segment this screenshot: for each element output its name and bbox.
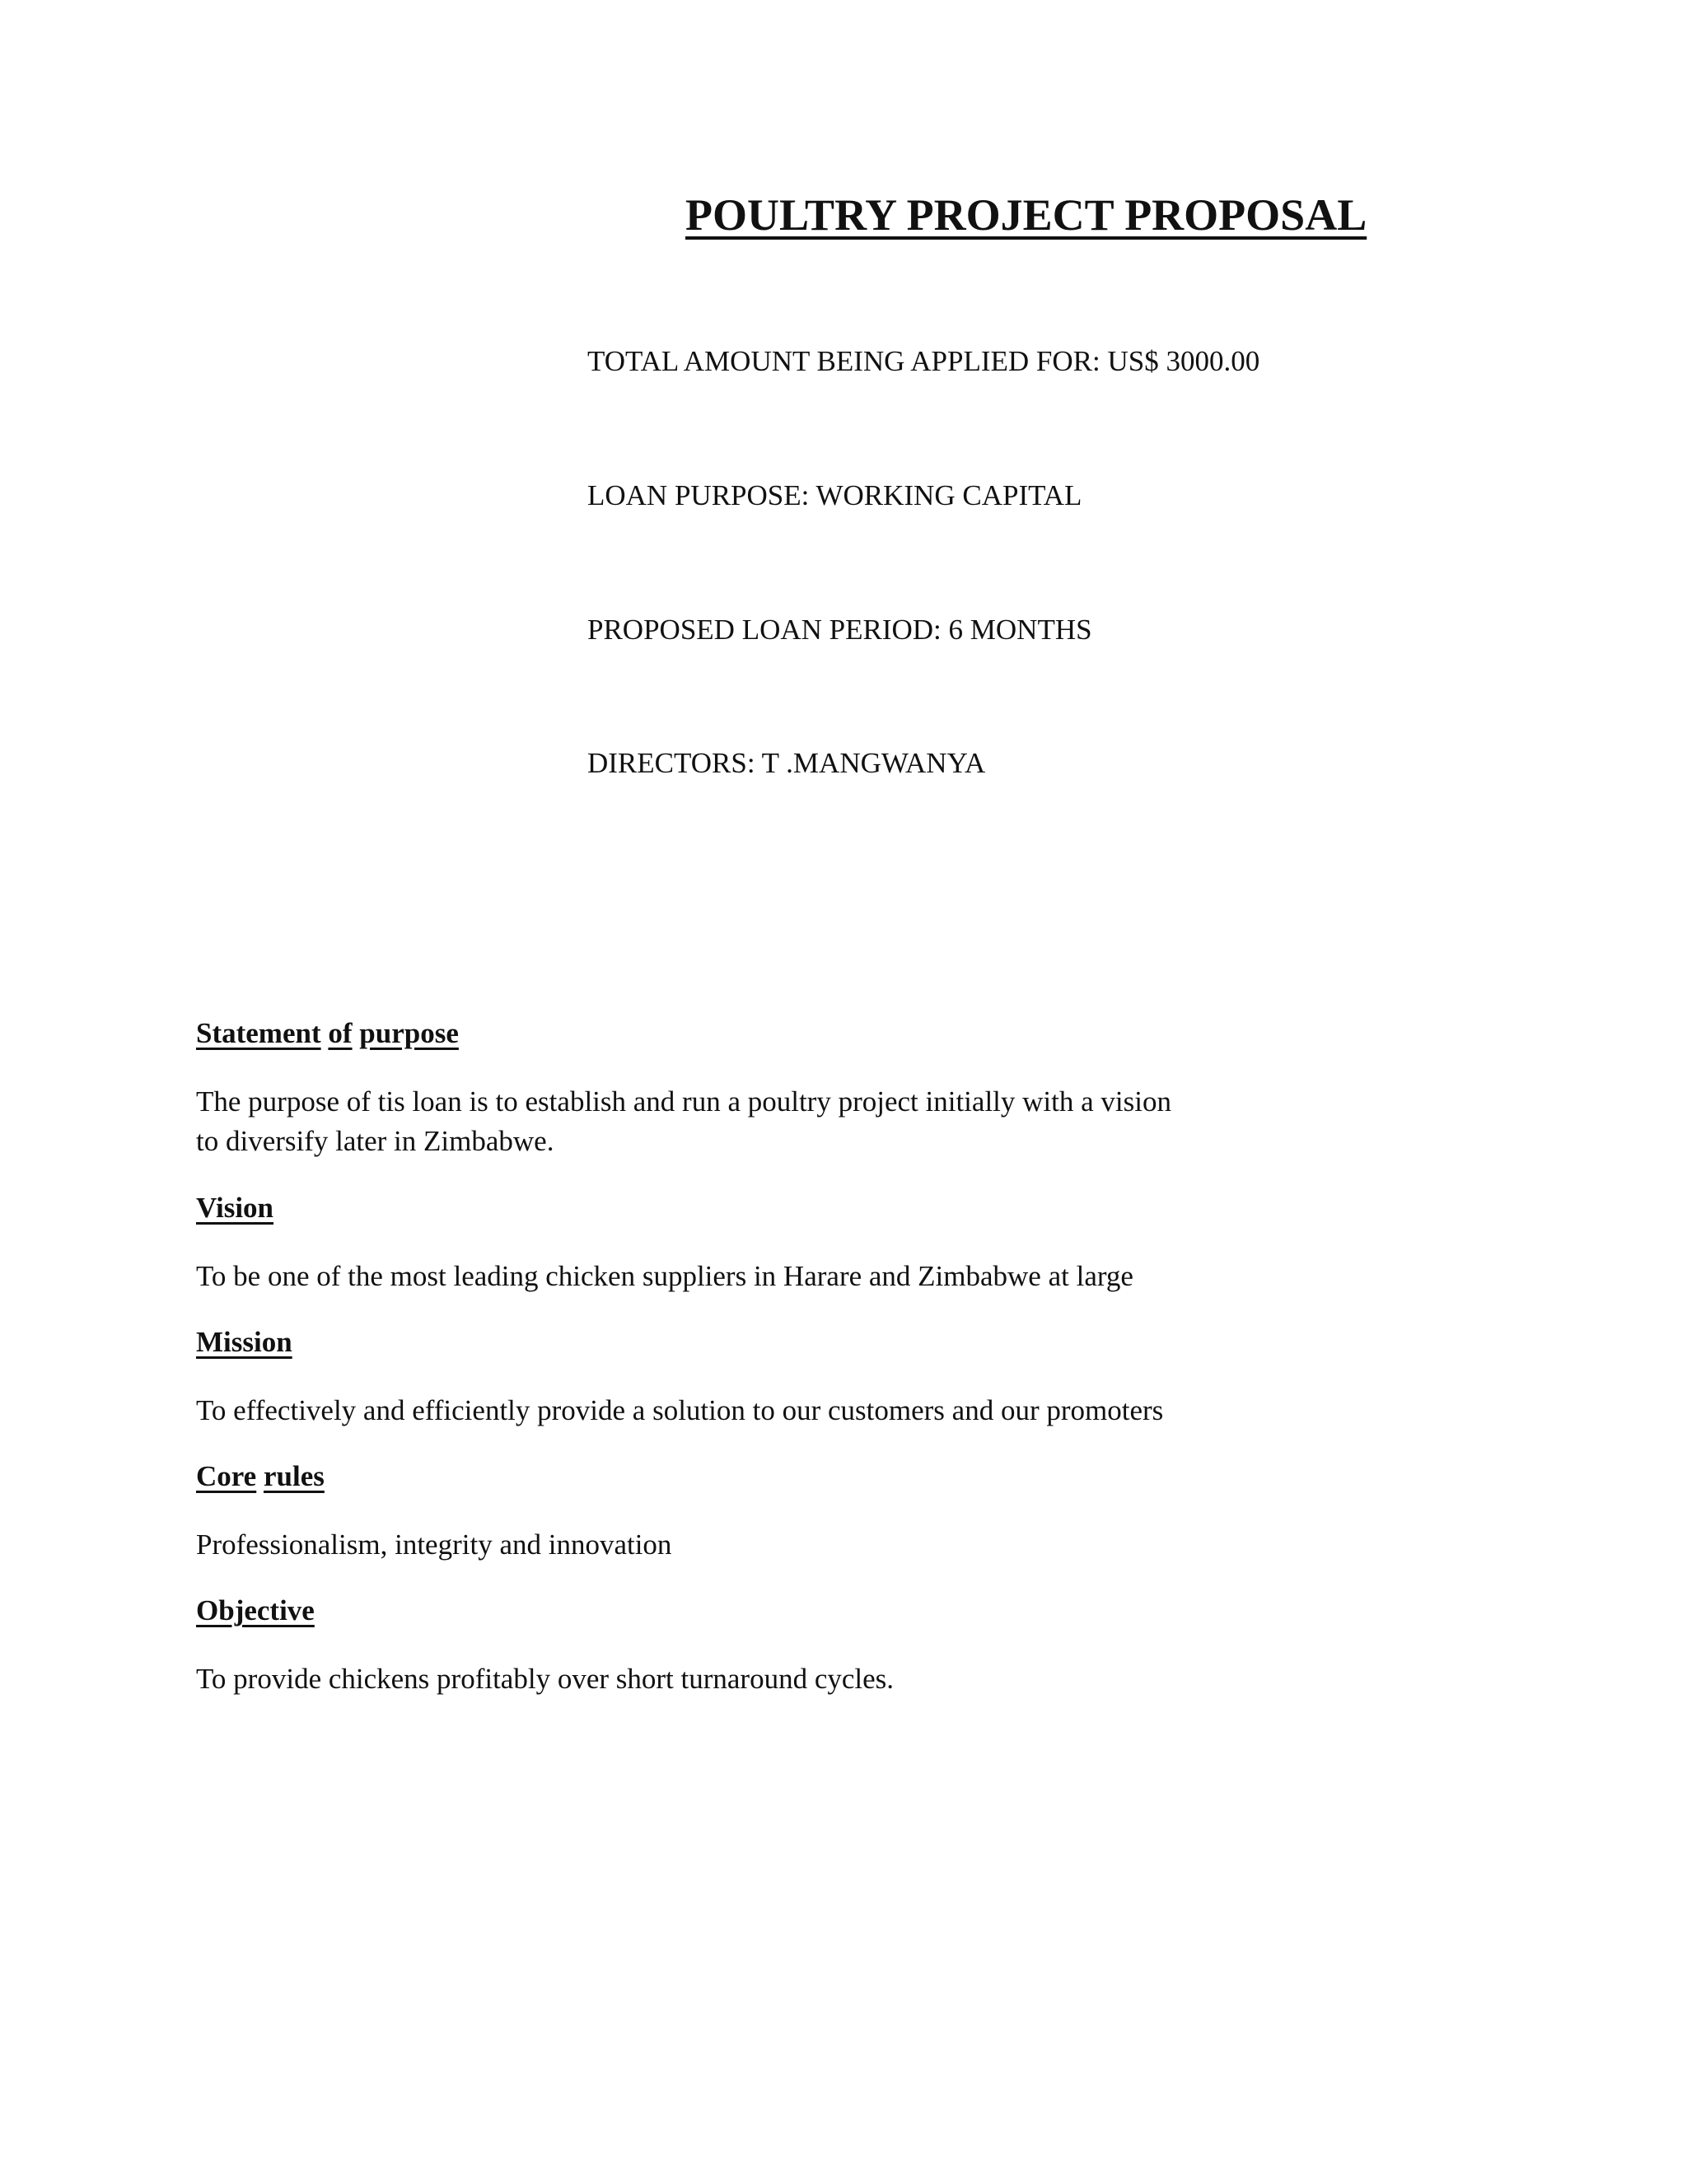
core-rules-heading	[196, 1459, 325, 1494]
loan-purpose-line: LOAN PURPOSE: WORKING CAPITAL	[587, 479, 1082, 511]
mission-text: To effectively and efficiently provide a solution to our customers and our promoters	[196, 1394, 1164, 1426]
vision-text: To be one of the most leading chicken suppliers in Harare and Zimbabwe at large	[196, 1260, 1133, 1292]
loan-period-line: PROPOSED LOAN PERIOD: 6 MONTHS	[587, 614, 1092, 646]
statement-of-purpose-heading	[196, 1016, 459, 1051]
statement-of-purpose-text	[196, 1082, 1267, 1161]
heading-word: of	[328, 1017, 353, 1049]
statement-line-2: to diversify later in Zimbabwe.	[196, 1125, 554, 1157]
objective-text: To provide chickens profitably over short turnaround cycles.	[196, 1663, 895, 1695]
mission-heading-text: Mission	[196, 1326, 292, 1358]
objective-heading-text: Objective	[196, 1594, 315, 1626]
vision-heading	[196, 1191, 273, 1225]
directors-line: DIRECTORS: T .MANGWANYA	[587, 747, 986, 779]
heading-word: Core	[196, 1460, 257, 1492]
heading-word: Statement	[196, 1017, 321, 1049]
statement-line-1: The purpose of tis loan is to establish and run a poultry project initially with a vision	[196, 1085, 1171, 1118]
core-rules-text: Professionalism, integrity and innovation	[196, 1528, 672, 1561]
heading-word: purpose	[359, 1017, 459, 1049]
vision-heading-text: Vision	[196, 1192, 274, 1224]
objective-heading	[196, 1594, 315, 1628]
mission-heading	[196, 1325, 292, 1360]
loan-amount-line: TOTAL AMOUNT BEING APPLIED FOR: US$ 3000.00	[587, 345, 1260, 377]
heading-word: rules	[263, 1460, 325, 1492]
document-title: POULTRY PROJECT PROPOSAL	[685, 190, 1367, 240]
